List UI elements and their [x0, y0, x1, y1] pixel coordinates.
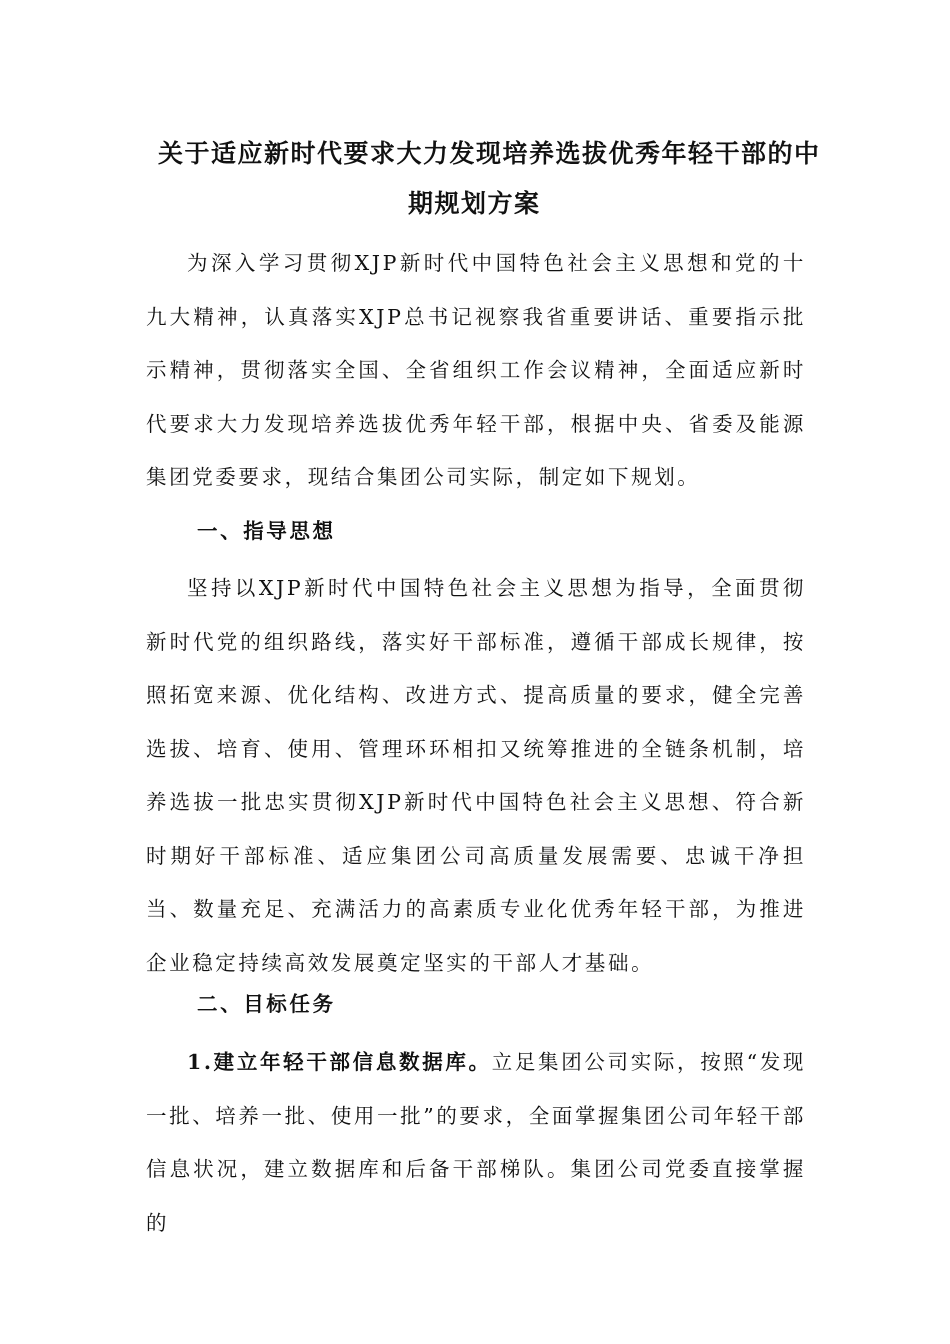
document-title-line-1: 关于适应新时代要求大力发现培养选拔优秀年轻干部的中 — [158, 139, 821, 168]
item-1-body: 立足集团公司实际，按照“发现一批、培养一批、使用一批”的要求，全面掌握集团公司年轻干部信息状况，建立数据库和后备干部梯队。集团公司党委直接掌握的 — [146, 1050, 806, 1235]
section-heading-goals-tasks: 二、目标任务 — [197, 992, 336, 1016]
item-1-lead: 1.建立年轻干部信息数据库。 — [187, 1050, 492, 1074]
intro-paragraph: 为深入学习贯彻XJP新时代中国特色社会主义思想和党的十九大精神，认真落实XJP总书记视察我省重要讲话、重要指示批示精神，贯彻落实全国、全省组织工作会议精神，全面适应新时代要求大力发现培养选拔优秀年轻干部，根据中央、省委及能源集团党委要求，现结合集团公司实际，制定如下规划。 — [146, 251, 806, 489]
document-title-line-2: 期规划方案 — [408, 189, 541, 218]
item-1-paragraph — [146, 1036, 806, 1250]
section-heading-guiding-ideology: 一、指导思想 — [197, 519, 336, 543]
guiding-ideology-paragraph: 坚持以XJP新时代中国特色社会主义思想为指导，全面贯彻新时代党的组织路线，落实好干部标准，遵循干部成长规律，按照拓宽来源、优化结构、改进方式、提高质量的要求，健全完善选拔、培育、使用、管理环环相扣又统筹推进的全链条机制，培养选拔一批忠实贯彻XJP新时代中国特色社会主义思想、符合新时期好干部标准、适应集团公司高质量发展需要、忠诚干净担当、数量充足、充满活力的高素质专业化优秀年轻干部，为推进企业稳定持续高效发展奠定坚实的干部人才基础。 — [146, 576, 806, 975]
